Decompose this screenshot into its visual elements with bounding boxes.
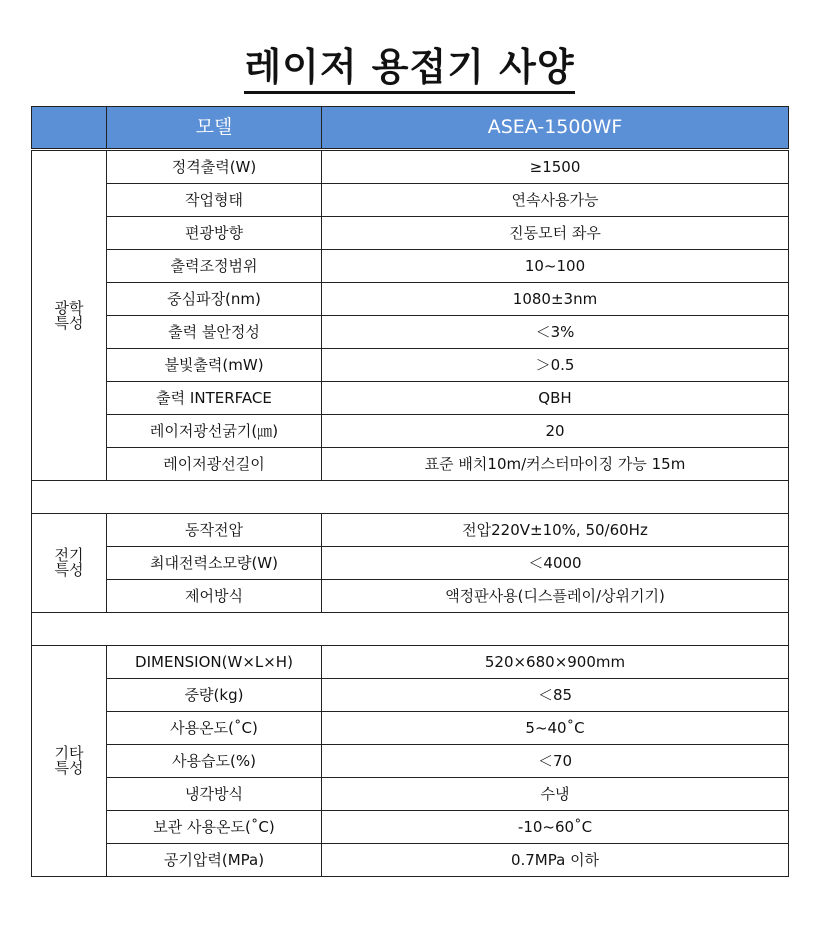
group-name-line2: 특성: [54, 759, 84, 777]
table-row: [32, 448, 789, 481]
table-row: [32, 547, 789, 580]
spec-value-cell: ＜4000: [322, 547, 789, 580]
table-row: [32, 150, 789, 184]
spec-value-cell: 수냉: [322, 778, 789, 811]
table-row: [32, 382, 789, 415]
spec-label-cell: 출력 INTERFACE: [107, 382, 322, 415]
table-row: [32, 811, 789, 844]
table-row: [32, 745, 789, 778]
spec-label-cell: 편광방향: [107, 217, 322, 250]
spec-label-cell: 중량(kg): [107, 679, 322, 712]
spec-label-cell: 사용온도(˚C): [107, 712, 322, 745]
spec-body: [32, 150, 789, 877]
spec-value-cell: 진동모터 좌우: [322, 217, 789, 250]
spec-label-cell: 사용습도(%): [107, 745, 322, 778]
group-name-cell: [32, 646, 107, 877]
table-row: [32, 679, 789, 712]
spec-value-cell: ＜85: [322, 679, 789, 712]
group-spacer-row: [32, 481, 789, 514]
header-model-value: ASEA-1500WF: [322, 107, 789, 150]
spec-label-cell: 정격출력(W): [107, 150, 322, 184]
spec-value-cell: 520×680×900mm: [322, 646, 789, 679]
table-row: [32, 778, 789, 811]
page-title: [0, 36, 819, 91]
spec-label-cell: 제어방식: [107, 580, 322, 613]
table-row: [32, 283, 789, 316]
spec-label-cell: 레이저광선굵기(㎛): [107, 415, 322, 448]
spec-label-cell: 출력조정범위: [107, 250, 322, 283]
spec-value-cell: 1080±3nm: [322, 283, 789, 316]
spec-label-cell: 냉각방식: [107, 778, 322, 811]
spec-value-cell: 10~100: [322, 250, 789, 283]
spec-value-cell: ≥1500: [322, 150, 789, 184]
spec-label-cell: 출력 불안정성: [107, 316, 322, 349]
table-row: [32, 514, 789, 547]
spec-label-cell: 중심파장(nm): [107, 283, 322, 316]
title-text: 레이저 용접기 사양: [244, 45, 574, 94]
table-row: [32, 415, 789, 448]
group-name-line2: 특성: [54, 561, 84, 579]
spec-label-cell: 보관 사용온도(˚C): [107, 811, 322, 844]
table-row: [32, 184, 789, 217]
spec-table: [31, 106, 789, 877]
table-row: [32, 580, 789, 613]
header-empty-cell: [32, 107, 107, 150]
spec-label-cell: DIMENSION(W×L×H): [107, 646, 322, 679]
group-name-line1: 전기: [54, 546, 84, 564]
spec-value-cell: 표준 배치10m/커스터마이징 가능 15m: [322, 448, 789, 481]
spec-value-cell: QBH: [322, 382, 789, 415]
group-name-cell: [32, 514, 107, 613]
spec-value-cell: 전압220V±10%, 50/60Hz: [322, 514, 789, 547]
spec-value-cell: 0.7MPa 이하: [322, 844, 789, 877]
spec-value-cell: 연속사용가능: [322, 184, 789, 217]
spec-value-cell: 5~40˚C: [322, 712, 789, 745]
spec-label-cell: 레이저광선길이: [107, 448, 322, 481]
spec-label-cell: 최대전력소모량(W): [107, 547, 322, 580]
group-spacer-row: [32, 613, 789, 646]
spec-value-cell: ＜3%: [322, 316, 789, 349]
spec-value-cell: 액정판사용(디스플레이/상위기기): [322, 580, 789, 613]
header-row: [32, 107, 789, 150]
table-row: [32, 646, 789, 679]
table-row: [32, 349, 789, 382]
spec-label-cell: 작업형태: [107, 184, 322, 217]
group-name-line1: 광학: [54, 298, 84, 317]
spec-value-cell: 20: [322, 415, 789, 448]
table-row: [32, 217, 789, 250]
spec-value-cell: ＜70: [322, 745, 789, 778]
group-name-cell: [32, 150, 107, 481]
spacer-cell: [32, 481, 789, 514]
table-row: [32, 250, 789, 283]
spec-label-cell: 공기압력(MPa): [107, 844, 322, 877]
spec-label-cell: 동작전압: [107, 514, 322, 547]
spec-value-cell: ＞0.5: [322, 349, 789, 382]
spec-label-cell: 불빛출력(mW): [107, 349, 322, 382]
group-name-line1: 기타: [54, 744, 84, 762]
spec-value-cell: -10~60˚C: [322, 811, 789, 844]
header-model-label: 모델: [107, 107, 322, 150]
table-row: [32, 316, 789, 349]
group-name-line2: 특성: [54, 313, 84, 332]
spacer-cell: [32, 613, 789, 646]
table-row: [32, 712, 789, 745]
table-row: [32, 844, 789, 877]
